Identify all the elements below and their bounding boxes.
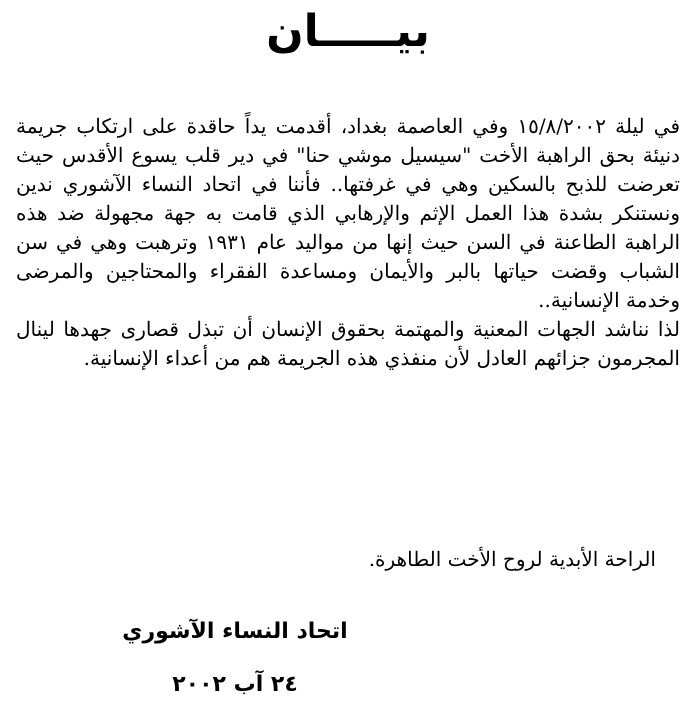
statement-paragraph-1: في ليلة ١٥/٨/٢٠٠٢ وفي العاصمة بغداد، أقدمت يداً حاقدة على ارتكاب جريمة دنيئة بحق الراهبة الأخت "سيسيل موشي حنا" في دير قلب يسوع الأقدس حيث تعرضت للذبح بالسكين وهي في غرفتها.. فأننا في اتحاد النساء الآشوري ندين ونستنكر بشدة هذا العمل الإثم والإرهابي الذي قامت به جهة مجهولة ضد هذه الراهبة الطاعنة في السن حيث إنها من مواليد عام ١٩٣١ وترهبت وهي في سن الشباب وقضت حياتها بالبر والأيمان ومساعدة الفقراء والمحتاجين والمرضى وخدمة الإنسانية.. — [16, 114, 681, 312]
farewell-line: الراحة الأبدية لروح الأخت الطاهرة. — [368, 547, 656, 571]
statement-paragraph-2: لذا نناشد الجهات المعنية والمهتمة بحقوق الإنسان أن تبذل قصارى جهدها لينال المجرمون جزائهم العادل لأن منفذي هذه الجريمة هم من أعداء الإنسانية. — [16, 317, 680, 370]
signature-organization: اتحاد النساء الآشوري — [122, 619, 348, 644]
statement-body — [16, 112, 680, 373]
signature-date: ٢٤ آب ٢٠٠٢ — [172, 672, 298, 697]
statement-title: بيـــــان — [266, 6, 430, 57]
